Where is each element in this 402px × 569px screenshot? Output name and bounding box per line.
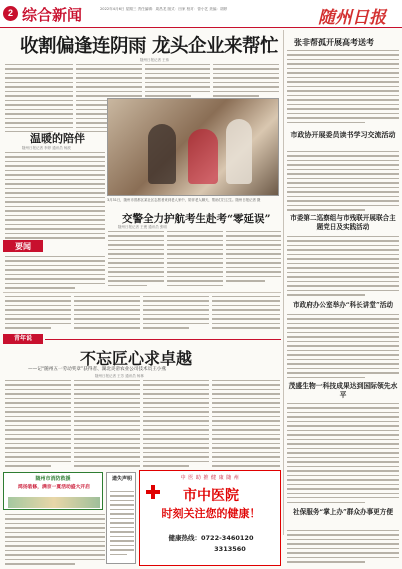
right-story2-body: [287, 236, 399, 298]
mid-body-2: [74, 296, 140, 332]
promo-body: [5, 514, 105, 566]
right-story1-headline: 市政协开展委员读书学习交流活动: [290, 130, 396, 139]
hospital-ad: [139, 470, 281, 566]
page-number-badge: 2: [3, 6, 18, 21]
hospital-ad-phone-2: 3313560: [214, 545, 246, 553]
feature-body-4: [212, 380, 280, 468]
photo-caption: 3月31日，随州市曾都区某社区志愿者来到老人家中，陪伴老人聊天，帮助打扫卫生。随州日报记者 摄: [107, 198, 261, 202]
feature-headline: 不忘匠心求卓越: [80, 349, 193, 368]
right-lead-headline: 张非帮孤开展高考送考: [294, 37, 374, 47]
section-title: 综合新闻: [22, 6, 83, 24]
mid-body-1: [5, 296, 71, 332]
lead-body-col-1: [5, 64, 73, 132]
right-story5-body: [287, 530, 399, 566]
guardian-headline: 交警全力护航考生赴考“零延误”: [122, 213, 271, 225]
guardian-body-1: [108, 231, 164, 289]
promo-slogan: 鸿扬装修，满京一夏活动盛大开启: [18, 485, 90, 490]
guardian-byline: 随州日报记者 王俊 通讯员 张明: [118, 225, 167, 229]
hospital-ad-phone: 健康热线：0722-3460120: [168, 534, 254, 542]
masthead-logo: 随州日报: [318, 8, 386, 28]
right-story4-headline: 茂盛生物一科技成果达到国际领先水平: [288, 382, 398, 399]
photo-figure-right: [226, 119, 252, 184]
hospital-ad-slogan: 时刻关注您的健康！: [161, 507, 261, 520]
lead-body-col-3: [145, 64, 210, 98]
right-story5-headline: 社保服务“掌上办”群众办事更方便: [293, 508, 393, 516]
right-story4-body: [287, 403, 399, 505]
right-story1-body: [287, 151, 399, 211]
promo-ad: [3, 472, 103, 510]
feature-body-1: [5, 380, 71, 468]
lead-headline: 收割偏逢连阴雨 龙头企业来帮忙: [20, 36, 278, 57]
hospital-ad-title: 市中医院: [183, 488, 239, 504]
feature-subheadline: ——记“随州五一劳动奖章”获得者、湖北炎帝农业公司技术员王小燕: [28, 367, 166, 372]
promo-image-strip: [8, 497, 100, 508]
right-lead-body: [287, 50, 399, 124]
feature-byline: 随州日报记者 王芳 通讯员 杨林: [95, 374, 144, 378]
header-meta: 2022年4月6日 星期三 责任编辑：周昌龙 版式：田家 校对：曾小艺 美编：胡婷: [100, 7, 228, 11]
warm-headline: 温暖的陪伴: [30, 132, 85, 145]
notice-body: [110, 491, 134, 561]
page-header: [0, 0, 402, 28]
photo-figure-center: [188, 129, 218, 184]
right-story3-headline: 市政府办公室举办“科长讲堂”活动: [293, 301, 393, 309]
right-story3-body: [287, 314, 399, 379]
right-story2-headline: 市委第二巡察组与市残联开展联合主题党日及实践活动: [290, 214, 396, 231]
right-column-divider: [283, 30, 284, 535]
feature-rule: [45, 339, 281, 340]
mid-body-4: [212, 296, 280, 332]
notice-box: [106, 472, 136, 564]
hospital-ad-topline: 中 医 助 推 健 康 随 州: [180, 475, 240, 481]
guardian-body-3: [226, 231, 281, 289]
photo-figure-left: [148, 124, 176, 184]
elderly-care-photo: [107, 98, 279, 196]
feature-body-2: [74, 380, 140, 468]
notice-title: 遗失声明: [111, 476, 132, 482]
section-banner: 要闻: [3, 240, 43, 252]
feature-tag: 青年说: [3, 334, 43, 344]
warm-body: [5, 152, 105, 240]
guardian-body-2: [167, 231, 223, 289]
mid-divider: [3, 292, 281, 293]
lead-body-col-4: [213, 64, 279, 98]
warm-byline: 随州日报记者 李婷 通讯员 杨波: [22, 146, 71, 150]
banner-body: [5, 256, 105, 290]
promo-title: 随州市消防救援: [35, 476, 71, 482]
lead-byline: 随州日报记者 王伟: [140, 58, 170, 62]
mid-body-3: [143, 296, 209, 332]
feature-body-3: [143, 380, 209, 468]
